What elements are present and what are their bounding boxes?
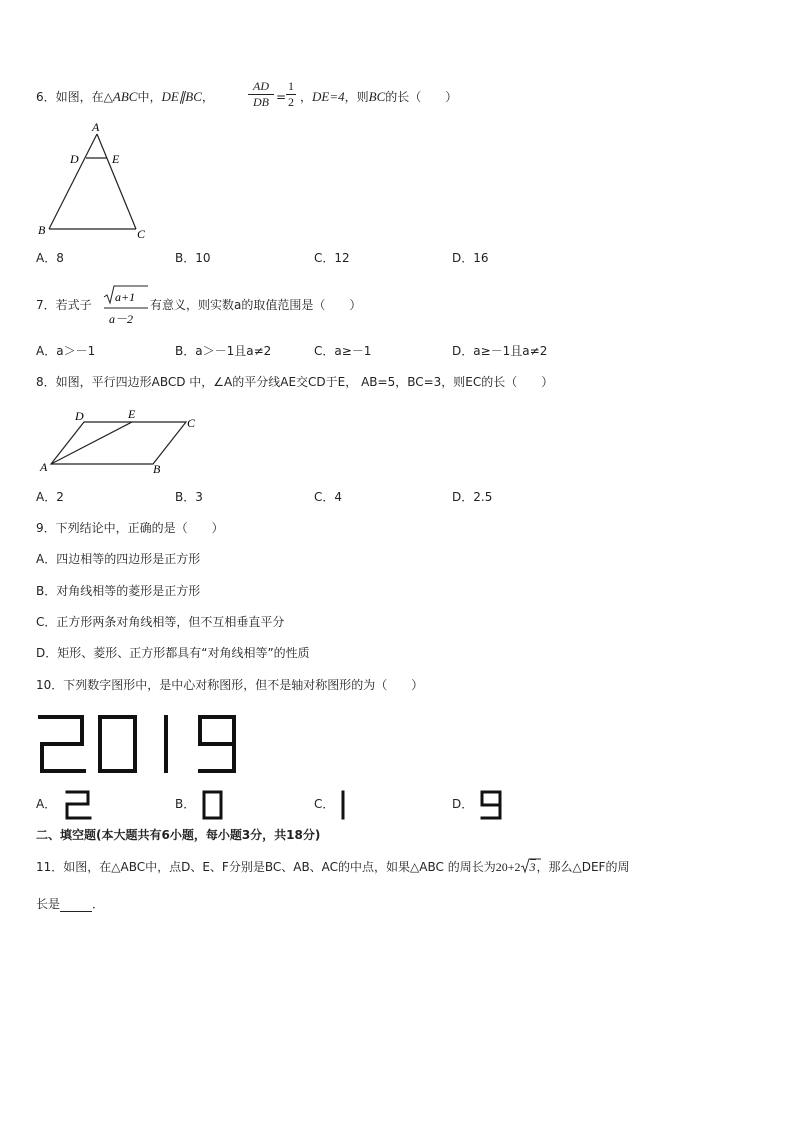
option-b-digit-0 (204, 792, 221, 818)
q6-stem-tail: ，DE=4，则BC的长（ ） (300, 89, 458, 104)
q6-equals: = (276, 90, 287, 104)
q8-label-e: E (128, 407, 136, 421)
section2-title: 二、填空题(本大题共有6小题，每小题3分，共18分) (36, 828, 321, 842)
q10-option-a: A． (36, 797, 57, 811)
q7-option-a: A．a＞－1 (36, 344, 96, 358)
q9-option-d: D．矩形、菱形、正方形都具有“对角线相等”的性质 (36, 646, 310, 660)
q8-option-d: D．2.5 (452, 490, 493, 504)
q6-label-e: E (112, 152, 120, 166)
q6-label-c: C (137, 227, 146, 241)
q6-fraction-half: $\frac{1}{2}$ (288, 79, 294, 109)
q6-option-a: A．8 (36, 251, 64, 265)
q6-fraction-ad-db: $\frac{AD}{DB}$ (248, 79, 274, 110)
q6-label-a: A (92, 120, 100, 134)
option-d-digit-9 (482, 792, 500, 818)
q6-option-c: C．12 (314, 251, 350, 265)
q6-label-d: D (70, 152, 79, 166)
q11-answer-blank[interactable] (60, 899, 92, 912)
q9-option-b: B．对角线相等的菱形是正方形 (36, 584, 201, 598)
q8-option-c: C．4 (314, 490, 343, 504)
q8-label-a: A (40, 460, 48, 474)
q10-option-b: B． (175, 797, 196, 811)
q8-label-d: D (75, 409, 84, 423)
q9-option-a: A．四边相等的四边形是正方形 (36, 552, 201, 566)
q8-option-b: B．3 (175, 490, 203, 504)
q11-line1: 11．如图，在△ABC中，点D、E、F分别是BC、AB、AC的中点，如果△ABC 的周长为20+2 3，那么△DEF的周 (36, 860, 630, 874)
q7-stem-prefix: 7．若式子 (36, 298, 92, 312)
q7-option-c: C．a≥－1 (314, 344, 372, 358)
q11-line2: 长是 ． (36, 897, 105, 911)
q7-denominator: a－2 (109, 312, 134, 326)
q9-option-c: C．正方形两条对角线相等，但不互相垂直平分 (36, 615, 285, 629)
q6-label-b: B (38, 223, 46, 237)
q6-option-d: D．16 (452, 251, 489, 265)
q8-label-c: C (187, 416, 196, 430)
q9-stem: 9．下列结论中，正确的是（ ） (36, 521, 224, 535)
q8-option-a: A．2 (36, 490, 64, 504)
q6-stem: 6．如图，在△ABC中，DE∥BC， (36, 89, 214, 104)
q7-option-b: B．a＞－1且a≠2 (175, 344, 272, 358)
q10-option-d: D． (452, 797, 474, 811)
q10-stem: 10．下列数字图形中，是中心对称图形，但不是轴对称图形的为（ ） (36, 678, 424, 692)
q7-numerator: a+1 (115, 290, 136, 304)
option-a-digit-2 (67, 792, 90, 818)
q7-option-d: D．a≥－1且a≠2 (452, 344, 548, 358)
q10-option-c: C． (314, 797, 335, 811)
q8-label-b: B (153, 462, 161, 476)
q7-stem-suffix: 有意义，则实数a的取值范围是（ ） (150, 298, 362, 312)
q8-stem: 8．如图，平行四边形ABCD 中，∠A的平分线AE交CD于E， AB=5，BC=3，则EC的长（ ） (36, 375, 554, 389)
q6-option-b: B．10 (175, 251, 211, 265)
